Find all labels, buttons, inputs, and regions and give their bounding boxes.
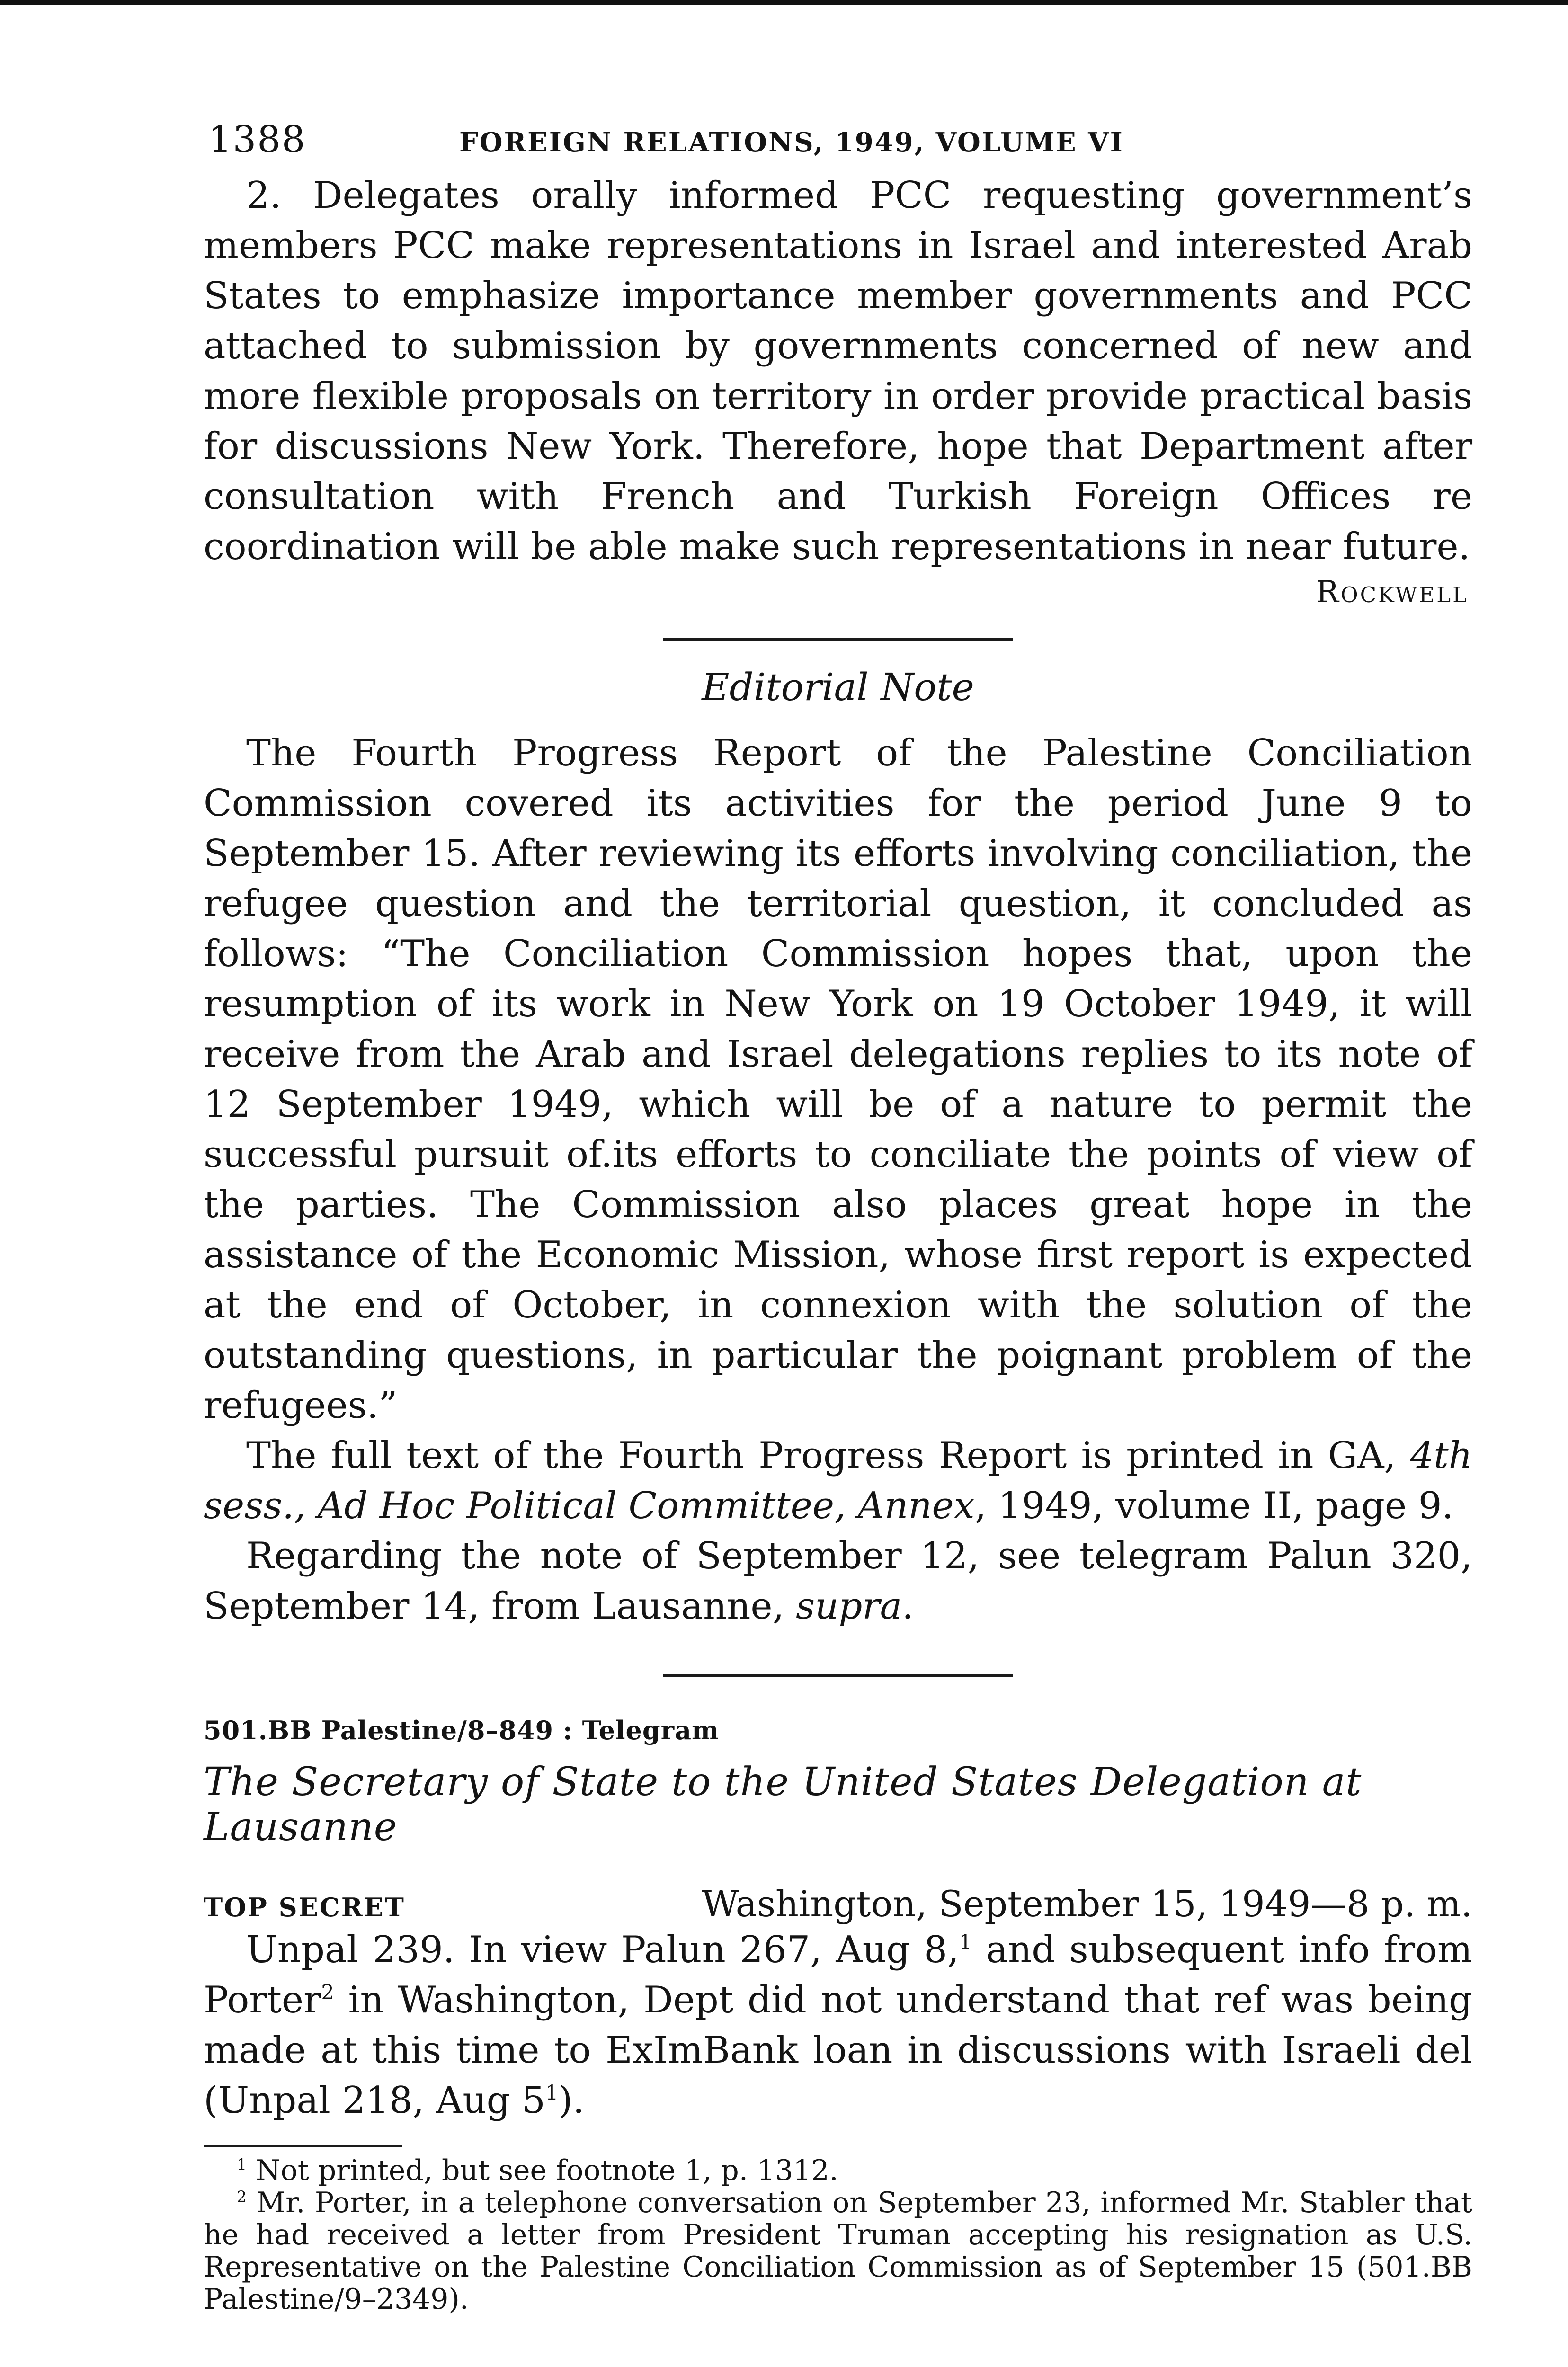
telegram-dateline: Washington, September 15, 1949—8 p. m.	[702, 1883, 1472, 1925]
running-head	[204, 118, 1472, 170]
footnote-marker: 2	[237, 2187, 247, 2206]
telegram-title: The Secretary of State to the United States Delegation at Lausanne	[204, 1760, 1362, 1850]
signature: Rockwell	[1316, 575, 1469, 610]
editorial-paragraph-3-italic: supra	[796, 1585, 902, 1628]
scan-top-edge	[0, 0, 1568, 5]
editorial-paragraph-3-tail: .	[902, 1585, 914, 1628]
footnote-reference: 2	[321, 1981, 334, 2005]
editorial-paragraph-1: The Fourth Progress Report of the Palestine Conciliation Commission covered its activities for the period June 9 to September 15. After reviewing its efforts involving conciliation, the refugee question and the territorial question, it concluded as follows: “The Conciliation Commission hopes that, upon the resumption of its work in New York on 19 October 1949, it will receive from the Arab and Israel delegations replies to its note of 12 September 1949, which will be of a nature to permit the successful pursuit of.its efforts to conciliate the points of view of the parties. The Commission also places great hope in the assistance of the Economic Mission, whose first report is expected at the end of October, in connexion with the solution of the outstanding questions, in particular the poignant problem of the refugees.”	[204, 732, 1472, 1427]
footnote-reference: 1	[959, 1931, 972, 1955]
footnote-reference: 1	[545, 2081, 559, 2105]
telegram-dateline-row	[204, 1883, 1472, 1925]
telegram-body	[204, 1925, 1472, 2126]
editorial-note-heading: Editorial Note	[702, 665, 974, 709]
footnotes	[204, 2154, 1472, 2315]
editorial-paragraph-2-lead: The full text of the Fourth Progress Report is printed in GA,	[246, 1434, 1396, 1477]
page-number: 1388	[208, 118, 306, 161]
footnote-separator	[204, 2145, 402, 2147]
document-page	[204, 118, 1472, 2315]
telegram-body-text: ).	[558, 2079, 585, 2122]
footnote-marker: 1	[237, 2155, 247, 2174]
continued-paragraph: 2. Delegates orally informed PCC requesting government’s members PCC make representations in Israel and interested Arab States to emphasize importance member governments and PCC attached to submission by governments concerned of new and more flexible proposals on territory in order provide practical basis for discussions New York. Therefore, hope that Department after consultation with French and Turkish Foreign Offices re coordination will be able make such representations in near future.	[204, 174, 1472, 568]
telegram-body-text: Unpal 239. In view Palun 267, Aug 8,	[246, 1929, 959, 1971]
editorial-paragraph-3-lead: Regarding the note of September 12, see telegram Palun 320, September 14, from Lausanne,	[204, 1535, 1472, 1628]
footnote	[204, 2154, 1472, 2187]
telegram-file-reference: 501.BB Palestine/8–849 : Telegram	[204, 1715, 720, 1745]
footnote-text: Mr. Porter, in a telephone conversation on September 23, informed Mr. Stabler that he had received a letter from President Truman accepting his resignation as U.S. Representative on the Palestine Conciliation Commission as of September 15 (501.BB Palestine/9–2349).	[204, 2186, 1473, 2316]
footnote	[204, 2187, 1472, 2315]
section-divider	[663, 1674, 1013, 1677]
running-title: FOREIGN RELATIONS, 1949, VOLUME VI	[459, 127, 1124, 158]
editorial-paragraph-2-tail: , 1949, volume II, page 9.	[974, 1485, 1454, 1527]
telegram-body-text: and subsequent info from Porter	[204, 1929, 1472, 2021]
footnote-text: Not printed, but see footnote 1, p. 1312.	[256, 2154, 838, 2187]
section-divider	[663, 638, 1013, 641]
telegram-body-text: in Washington, Dept did not understand that ref was being made at this time to ExImBank loan in discussions with Israeli del (Unpal 218, Aug 5	[204, 1979, 1472, 2122]
editorial-paragraph-2-citation: 4th sess., Ad Hoc Political Committee, Annex	[204, 1434, 1472, 1527]
editorial-paragraph-2	[204, 1431, 1472, 1531]
editorial-paragraph-3	[204, 1531, 1472, 1631]
classification-marking: TOP SECRET	[204, 1892, 405, 1922]
